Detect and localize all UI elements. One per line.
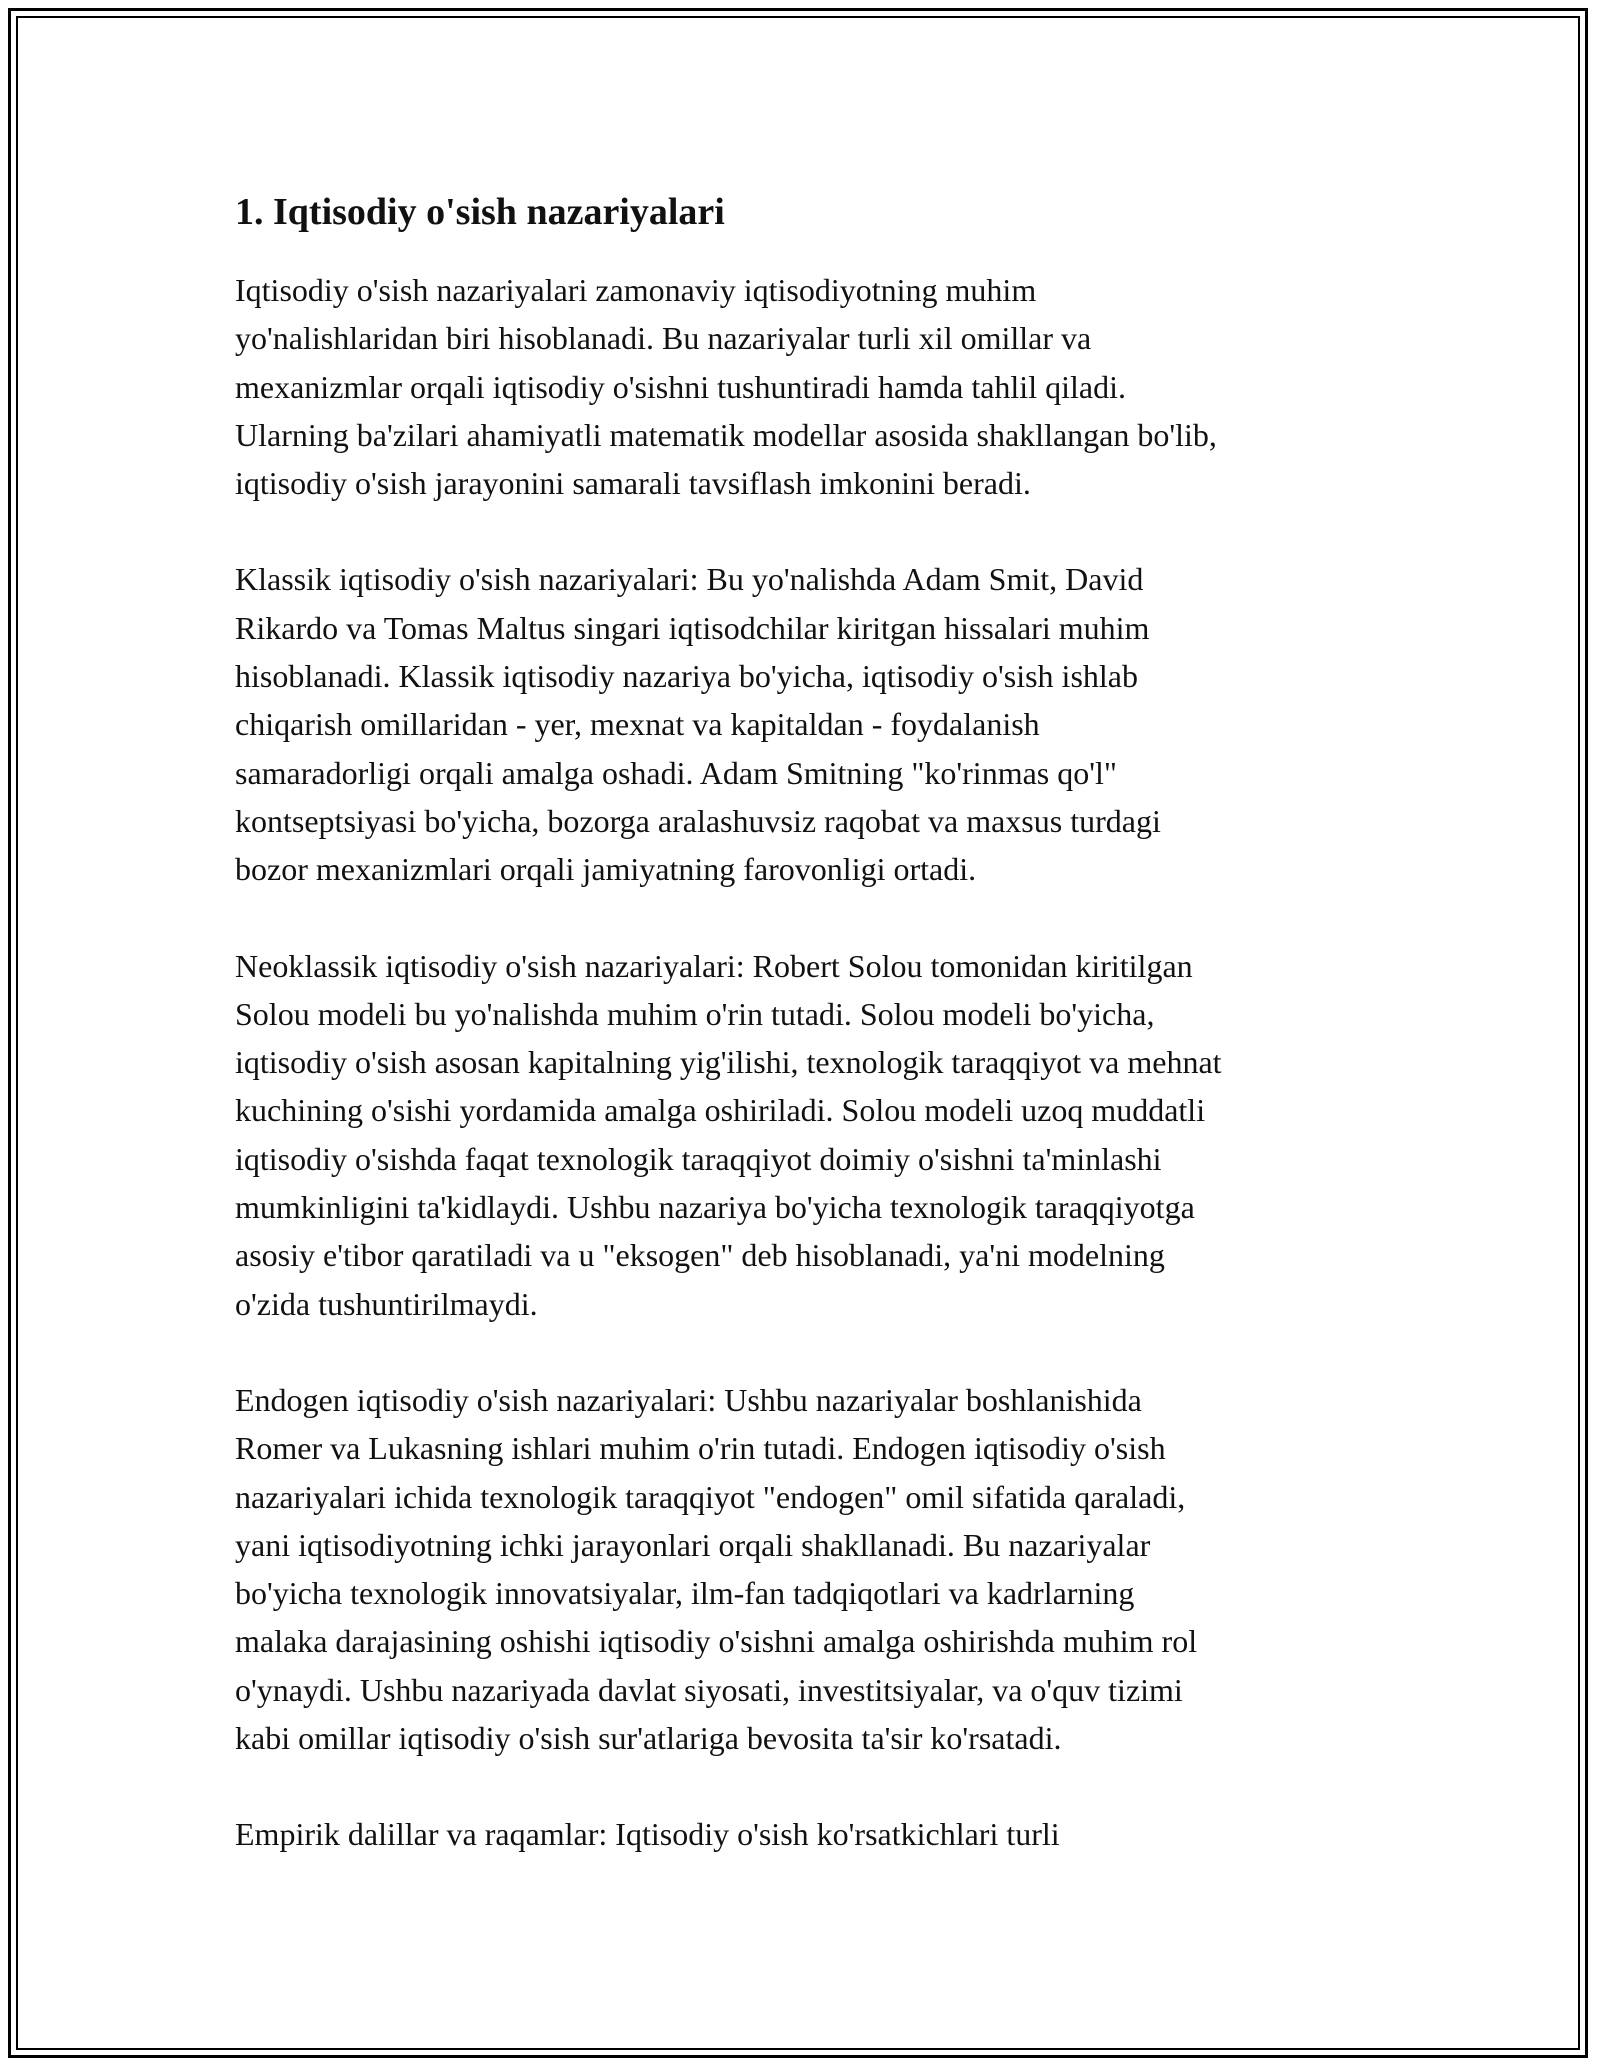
paragraph-endogenous-theories: Endogen iqtisodiy o'sish nazariyalari: Ushbu nazariyalar boshlanishida Romer va Lukasning ishlari muhim o'rin tutadi. Endogen iqtisodiy o'sish nazariyalari ichida texnologik taraqqiyot "endogen" omil sifatida qaraladi, yani iqtisodiyotning ichki jarayonlari orqali shakllanadi. Bu nazariyalar bo'yicha texnologik innovatsiyalar, ilm-fan tadqiqotlari va kadrlarning malaka darajasining oshishi iqtisodiy o'sishni amalga oshirishda muhim rol o'ynaydi. Ushbu nazariyada davlat siyosati, investitsiyalar, va o'quv tizimi kabi omillar iqtisodiy o'sish sur'atlariga bevosita ta'sir ko'rsatadi.: [235, 1381, 1198, 1757]
paragraph-neoclassical-theories: Neoklassik iqtisodiy o'sish nazariyalari: Robert Solou tomonidan kiritilgan Solou modeli bu yo'nalishda muhim o'rin tutadi. Solou modeli bo'yicha, iqtisodiy o'sish asosan kapitalning yig'ilishi, texnologik taraqqiyot va mehnat kuchining o'sishi yordamida amalga oshiriladi. Solou modeli uzoq muddatli iqtisodiy o'sishda faqat texnologik taraqqiyot doimiy o'sishni ta'minlashi mumkinligini ta'kidlaydi. Ushbu nazariya bo'yicha texnologik taraqqiyotga asosiy e'tibor qaratiladi va u "eksogen" deb hisoblanadi, ya'ni modelning o'zida tushuntirilmaydi.: [235, 947, 1222, 1322]
paragraph-empirical-evidence: Empirik dalillar va raqamlar: Iqtisodiy o'sish ko'rsatkichlari turli: [235, 1816, 1060, 1853]
document-body: [235, 188, 1375, 1907]
paragraph-classical-theories: Klassik iqtisodiy o'sish nazariyalari: Bu yo'nalishda Adam Smit, David Rikardo va Tomas Maltus singari iqtisodchilar kiritgan hissalari muhim hisoblanadi. Klassik iqtisodiy nazariya bo'yicha, iqtisodiy o'sish ishlab chiqarish omillaridan - yer, mexnat va kapitaldan - foydalanish samaradorligi orqali amalga oshadi. Adam Smitning "ko'rinmas qo'l" kontseptsiyasi bo'yicha, bozorga aralashuvsiz raqobat va maxsus turdagi bozor mexanizmlari orqali jamiyatning farovonligi ortadi.: [235, 561, 1161, 888]
section-heading: 1. Iqtisodiy o'sish nazariyalari: [235, 191, 725, 233]
paragraph-intro: Iqtisodiy o'sish nazariyalari zamonaviy iqtisodiyotning muhim yo'nalishlaridan biri hisoblanadi. Bu nazariyalar turli xil omillar va mexanizmlar orqali iqtisodiy o'sishni tushuntiradi hamda tahlil qiladi. Ularning ba'zilari ahamiyatli matematik modellar asosida shakllangan bo'lib, iqtisodiy o'sish jarayonini samarali tavsiflash imkonini beradi.: [235, 272, 1217, 502]
